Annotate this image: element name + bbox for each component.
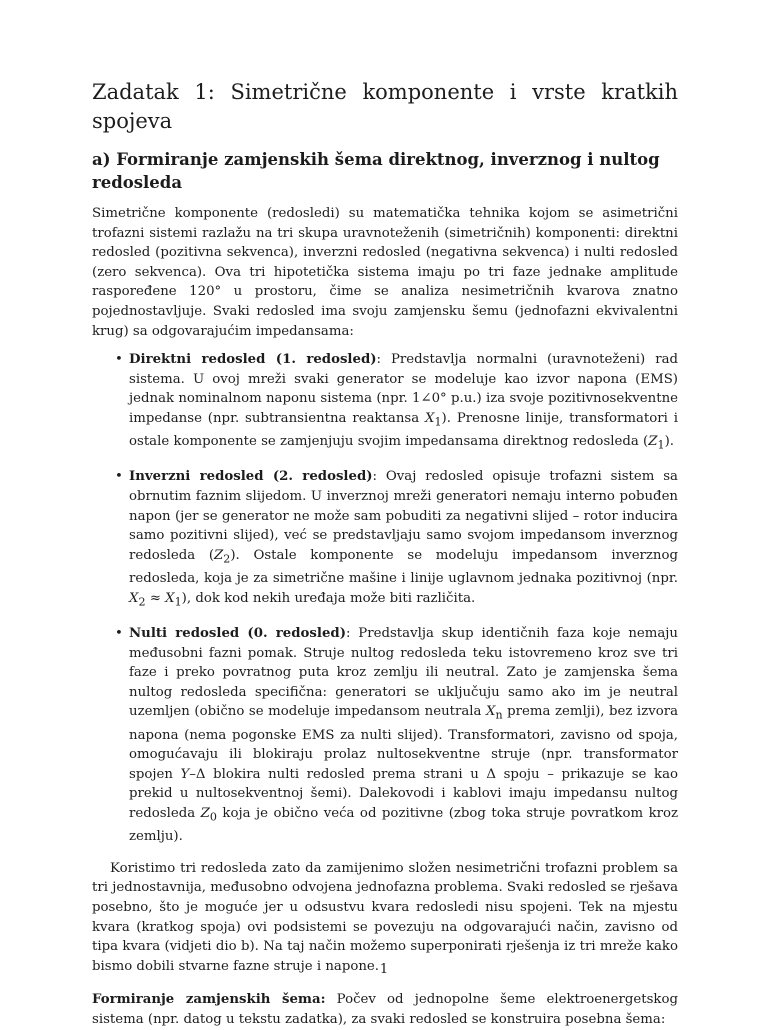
section-subtitle: a) Formiranje zamjenskih šema direktnog, inverznog i nultog redosleda bbox=[92, 150, 660, 192]
item-text: ≈ bbox=[145, 590, 166, 606]
math-sub: 2 bbox=[138, 595, 146, 609]
item-text: : Predstavlja skup identičnih faza koje nemaju međusobni fazni pomak. Struje nultog redosleda teku istovremeno kroz sve tri faze i preko povratnog puta kroz zemlju ili neutral. Zato je zamjenska šema nultog redosleda specifična: generatori se uključuju samo ako im je neutral uzemljen (obično se modeluje impedansom neutrala bbox=[129, 625, 678, 720]
item-text: ). Prenosne linije, transformatori i ostale komponente se zamjenjuju svojim impedansama direktnog redosleda ( bbox=[129, 410, 678, 450]
item-text: : Predstavlja normalni (uravnoteženi) rad sistema. U ovoj mreži svaki generator se modeluje kao izvor napona (EMS) jednak nominalnom naponu sistema (npr. 1∠0° p.u.) iza svoje pozitivnosekventne impedanse (npr. subtransientna reaktansa bbox=[129, 352, 679, 426]
math-var: Y bbox=[180, 766, 190, 782]
item-text: : Ovaj redosled opisuje trofazni sistem sa obrnutim faznim slijedom. U inverznoj mreži generatori nemaju interno pobuđen napon (jer se generator ne može sam pobuditi za negativni slijed – rotor inducira samo pozitivni slijed), već se predstavljaju samo svojom impedansom inverznog redosleda ( bbox=[129, 469, 678, 563]
item-text: koja je obično veća od pozitivne (zbog toka struje povratkom kroz zemlju). bbox=[129, 805, 678, 845]
math-var: X bbox=[129, 590, 139, 606]
body-paragraph: Koristimo tri redosleda zato da zamijenimo složen nesimetrični trofazni problem sa tri jednostavnija, međusobno odvojena jednofazna problema. Svaki redosled se rješava posebno, što je moguće jer u odsustvu kvara redosledi nisu spojeni. Tek na mjestu kvara (kratkog spoja) ovi podsistemi se povezuju na odgovarajući način, zavisno od tipa kvara (vidjeti dio b). Na taj način možemo superponirati rješenja iz tri mreže kako bismo dobili stvarne fazne struje i napone. bbox=[92, 860, 678, 974]
math-sub: 1 bbox=[657, 438, 665, 452]
item-term: Nulti redosled (0. redosled) bbox=[129, 625, 347, 641]
item-text: ). Ostale komponente se modeluju impedansom inverznog redosleda, koja je za simetrične mašine i linije uglavnom jednaka pozitivnoj (npr. bbox=[129, 547, 679, 587]
math-sub: 2 bbox=[223, 552, 231, 566]
paragraph-heading: Formiranje zamjenskih šema: bbox=[92, 992, 326, 1008]
item-text: prema zemlji), bez izvora napona (nema pogonske EMS za nulti slijed). Transformatori, zavisno od spoja, omogućavaju ili blokiraju prolaz nultosekventne struje (npr. transformator spojen bbox=[129, 704, 678, 782]
page-number: 1 bbox=[379, 962, 389, 977]
item-term: Direktni redosled (1. redosled) bbox=[129, 352, 377, 368]
math-var: X bbox=[425, 410, 435, 426]
math-var: Z bbox=[648, 434, 658, 450]
bullet-icon: • bbox=[115, 625, 123, 641]
item-text: –Δ blokira nulti redosled prema strani u Δ spoju – prikazuje se kao prekid u nultosekventnoj šemi). Dalekovodi i kablovi imaju impedansu nultog redosleda bbox=[129, 766, 678, 821]
page-title: Zadatak 1: Simetrične komponente i vrste kratkih spojeva bbox=[92, 80, 678, 133]
list-item-nulti bbox=[115, 624, 678, 847]
paragraph-text: Počev od jednopolne šeme elektroenergetskog sistema (npr. datog u tekstu zadatka), za svaki redosled se konstruira posebna šema: bbox=[92, 992, 678, 1027]
math-var: X bbox=[486, 704, 496, 720]
page-content bbox=[92, 78, 678, 1030]
redosled-list bbox=[92, 350, 678, 847]
math-sub: 1 bbox=[434, 415, 442, 429]
list-item-inverzni bbox=[115, 467, 679, 611]
item-text: ). bbox=[664, 434, 674, 450]
math-sub: n bbox=[495, 708, 503, 722]
math-sub: 0 bbox=[209, 810, 217, 824]
bullet-icon: • bbox=[115, 352, 123, 368]
intro-paragraph: Simetrične komponente (redosledi) su matematička tehnika kojom se asimetrični trofazni sistemi razlažu na tri skupa uravnoteženih (simetričnih) komponenti: direktni redosled (pozitivna sekvenca), inverzni redosled (negativna sekvenca) i nulti redosled (zero sekvenca). Ova tri hipotetička sistema imaju po tri faze jednake amplitude raspoređene 120° u prostoru, čime se analiza nesimetričnih kvarova znatno pojednostavljuje. Svaki redosled ima svoju zamjensku šemu (jednofazni ekvivalentni krug) sa odgovarajućim impedansama: bbox=[92, 206, 678, 339]
bullet-icon: • bbox=[115, 469, 123, 485]
math-var: Z bbox=[214, 547, 224, 563]
math-var: X bbox=[165, 590, 175, 606]
math-var: Z bbox=[200, 805, 210, 821]
item-term: Inverzni redosled (2. redosled) bbox=[129, 469, 373, 485]
list-item-direktni bbox=[115, 350, 679, 455]
math-sub: 1 bbox=[174, 595, 182, 609]
item-text: ), dok kod nekih uređaja može biti različita. bbox=[181, 590, 476, 606]
